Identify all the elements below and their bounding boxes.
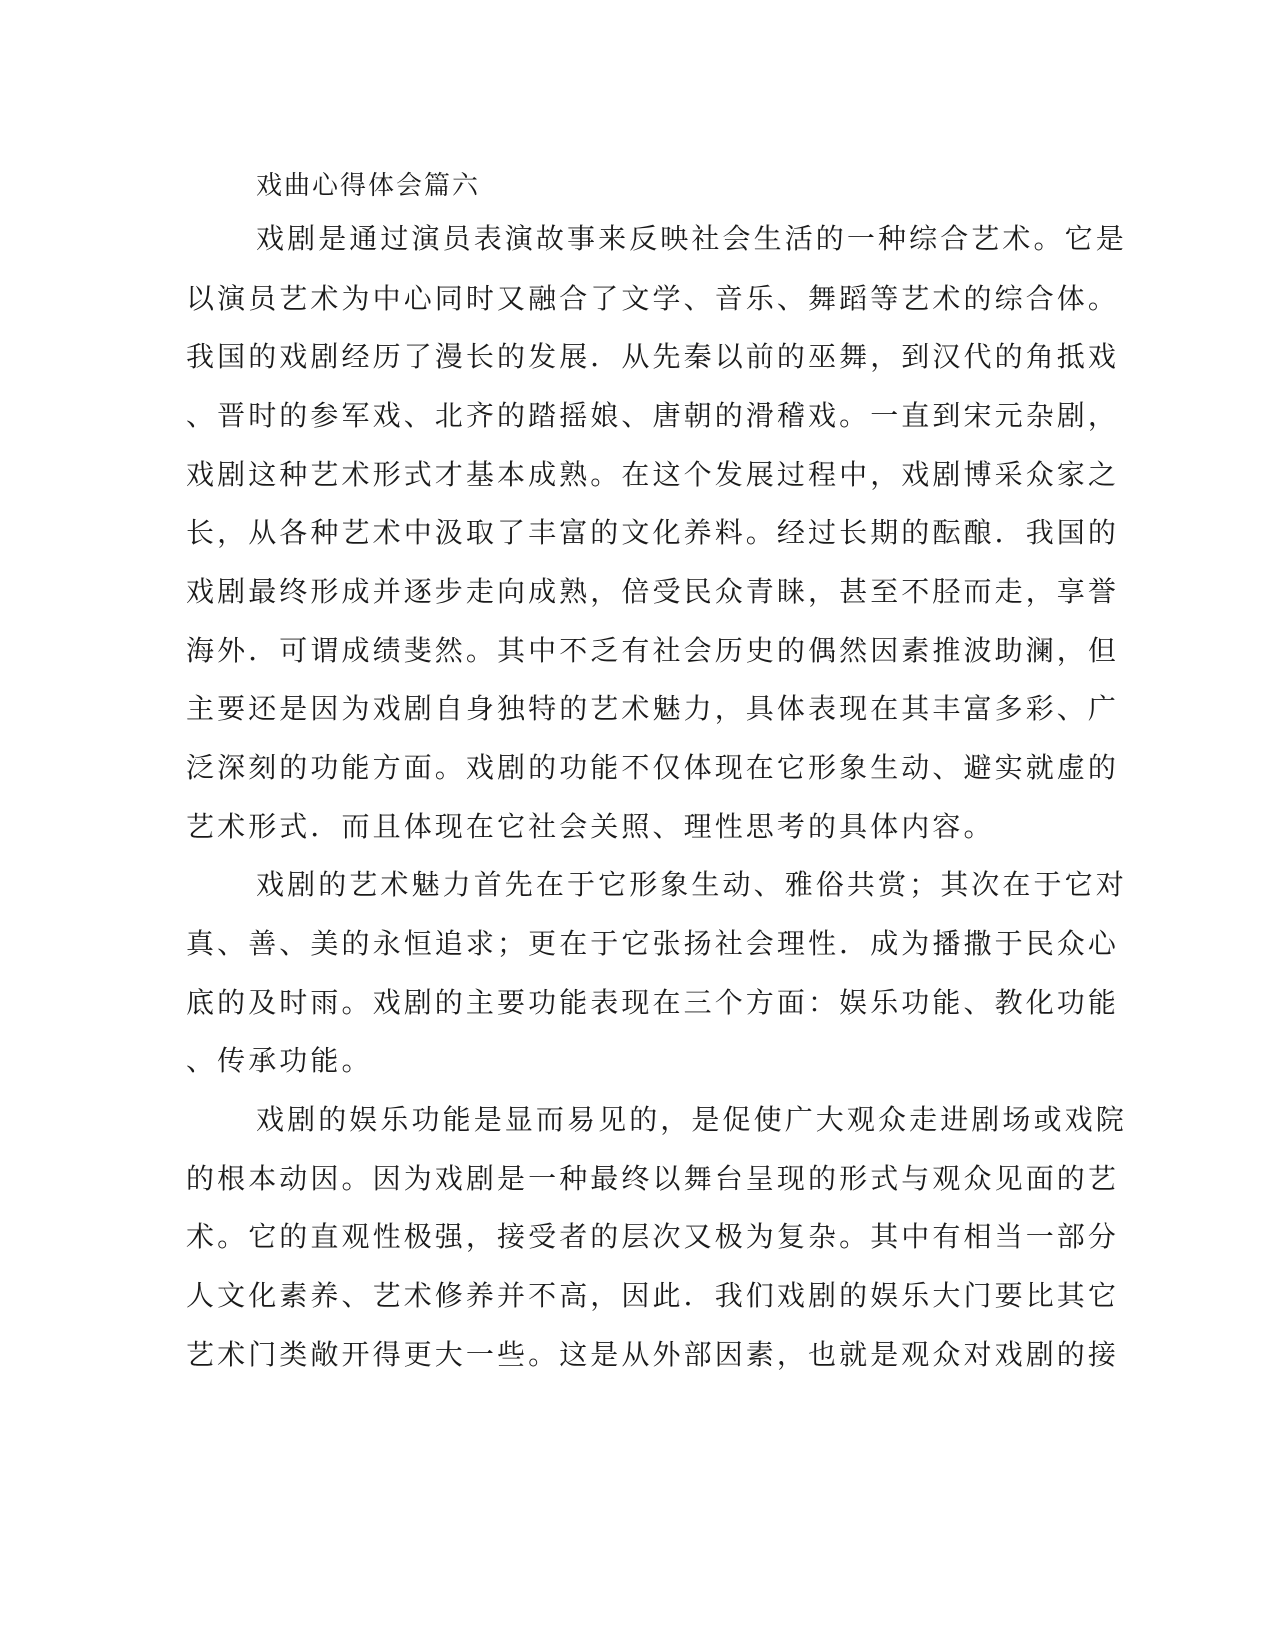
text-line: 人文化素养、艺术修养并不高，因此．我们戏剧的娱乐大门要比其它 [186, 1279, 1120, 1312]
text-line: 艺术形式．而且体现在它社会关照、理性思考的具体内容。 [186, 810, 995, 843]
text-line: 海外．可谓成绩斐然。其中不乏有社会历史的偶然因素推波助澜，但 [186, 634, 1120, 667]
text-line: 泛深刻的功能方面。戏剧的功能不仅体现在它形象生动、避实就虚的 [186, 751, 1120, 784]
text-line: 戏剧的娱乐功能是显而易见的，是促使广大观众走进剧场或戏院 [256, 1103, 1127, 1136]
text-line: 以演员艺术为中心同时又融合了文学、音乐、舞蹈等艺术的综合体。 [186, 282, 1120, 315]
text-line: 术。它的直观性极强，接受者的层次又极为复杂。其中有相当一部分 [186, 1220, 1120, 1253]
text-line: 的根本动因。因为戏剧是一种最终以舞台呈现的形式与观众见面的艺 [186, 1162, 1120, 1195]
text-line: 艺术门类敞开得更大一些。这是从外部因素，也就是观众对戏剧的接 [186, 1338, 1120, 1371]
text-line: 主要还是因为戏剧自身独特的艺术魅力，具体表现在其丰富多彩、广 [186, 692, 1120, 725]
text-line: 、传承功能。 [186, 1044, 373, 1077]
text-line: 长，从各种艺术中汲取了丰富的文化养料。经过长期的酝酿．我国的 [186, 516, 1120, 549]
document-title: 戏曲心得体会篇六 [256, 171, 481, 201]
text-line: 戏剧这种艺术形式才基本成熟。在这个发展过程中，戏剧博采众家之 [186, 458, 1120, 491]
text-line: 我国的戏剧经历了漫长的发展．从先秦以前的巫舞，到汉代的角抵戏 [186, 340, 1120, 373]
text-line: 底的及时雨。戏剧的主要功能表现在三个方面：娱乐功能、教化功能 [186, 986, 1120, 1019]
text-line: 、晋时的参军戏、北齐的踏摇娘、唐朝的滑稽戏。一直到宋元杂剧， [186, 399, 1120, 432]
text-line: 戏剧是通过演员表演故事来反映社会生活的一种综合艺术。它是 [256, 222, 1127, 255]
text-line: 戏剧最终形成并逐步走向成熟，倍受民众青睐，甚至不胫而走，享誉 [186, 575, 1120, 608]
text-line: 戏剧的艺术魅力首先在于它形象生动、雅俗共赏；其次在于它对 [256, 868, 1127, 901]
text-line: 真、善、美的永恒追求；更在于它张扬社会理性．成为播撒于民众心 [186, 927, 1120, 960]
